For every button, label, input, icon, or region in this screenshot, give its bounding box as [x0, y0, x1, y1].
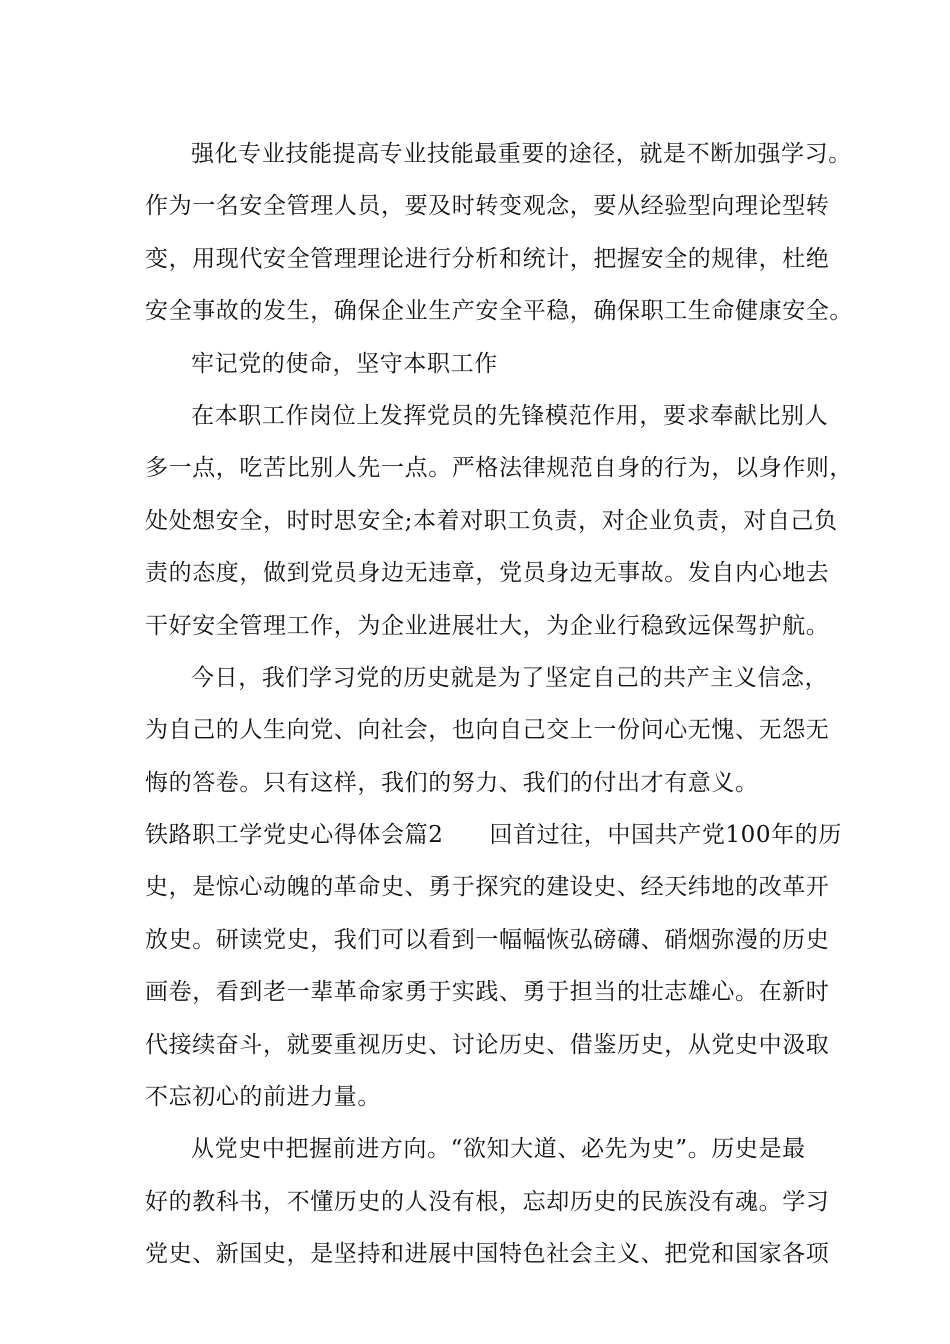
- text-line: 好的教科书，不懂历史的人没有根，忘却历史的民族没有魂。学习: [145, 1188, 830, 1215]
- text-line: 多一点，吃苦比别人先一点。严格法律规范自身的行为，以身作则，: [145, 455, 853, 482]
- text-line: 画卷，看到老一辈革命家勇于实践、勇于担当的壮志雄心。在新时: [145, 979, 830, 1006]
- document-body: [145, 128, 853, 1281]
- text-line: 党史、新国史，是坚持和进展中国特色社会主义、把党和国家各项: [145, 1241, 830, 1268]
- text-line: 责的态度，做到党员身边无违章，党员身边无事故。发自内心地去: [145, 560, 830, 587]
- text-line: 在本职工作岗位上发挥党员的先锋模范作用，要求奉献比别人: [191, 402, 829, 429]
- text-line: 强化专业技能提高专业技能最重要的途径，就是不断加强学习。: [191, 141, 852, 167]
- text-line: 放史。研读党史，我们可以看到一幅幅恢弘磅礴、硝烟弥漫的历史: [145, 926, 830, 953]
- text-line: 安全事故的发生，确保企业生产安全平稳，确保职工生命健康安全。: [145, 298, 853, 325]
- text-line: 变，用现代安全管理理论进行分析和统计，把握安全的规律，杜绝: [145, 245, 830, 272]
- text-line: 今日，我们学习党的历史就是为了坚定自己的共产主义信念，: [191, 664, 829, 691]
- text-line: 回首过往，中国共产党100年的历: [489, 822, 842, 849]
- text-line: 为自己的人生向党、向社会，也向自己交上一份问心无愧、无怨无: [145, 717, 830, 744]
- text-line: 不忘初心的前进力量。: [145, 1084, 381, 1111]
- text-line: 悔的答卷。只有这样，我们的努力、我们的付出才有意义。: [145, 769, 759, 796]
- article-title-line: [145, 809, 842, 861]
- text-line: 史，是惊心动魄的革命史、勇于探究的建设史、经天纬地的改革开: [145, 874, 830, 901]
- section-heading: 牢记党的使命，坚守本职工作: [191, 350, 498, 377]
- article-title: 铁路职工学党史心得体会篇2: [145, 822, 444, 849]
- text-line: 代接续奋斗，就要重视历史、讨论历史、借鉴历史，从党史中汲取: [145, 1031, 830, 1058]
- text-line: 处处想安全，时时思安全;本着对职工负责，对企业负责，对自己负: [145, 507, 838, 534]
- text-line: 干好安全管理工作，为企业进展壮大，为企业行稳致远保驾护航。: [145, 612, 830, 639]
- text-line: 作为一名安全管理人员，要及时转变观念，要从经验型向理论型转: [145, 193, 830, 220]
- text-line: 从党史中把握前进方向。“欲知大道、必先为史”。历史是最: [191, 1136, 806, 1163]
